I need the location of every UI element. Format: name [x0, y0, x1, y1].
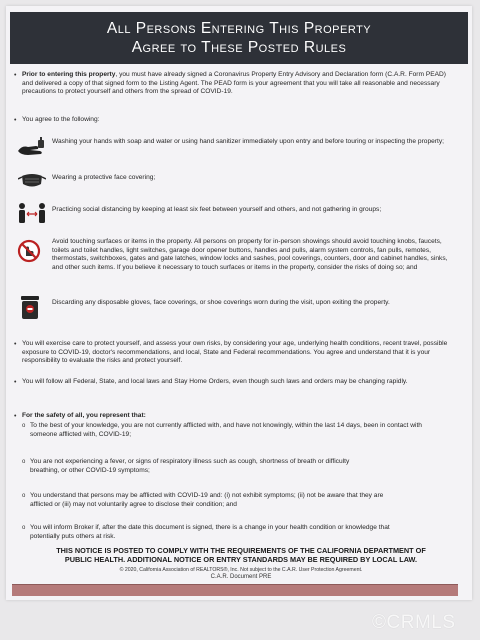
intro-bold: Prior to entering this property [22, 71, 116, 78]
trash-can-icon [19, 294, 41, 325]
notice-line2: PUBLIC HEALTH. ADDITIONAL NOTICE OR ENTRY STANDARDS MAY BE REQUIRED BY LOCAL LAW. [64, 554, 418, 564]
circle-bullet: o [22, 423, 26, 429]
bullet: • [14, 413, 17, 420]
rule-text: Washing your hands with soap and water or using hand sanitizer immediately upon entry and before touring or inspecting the property; [52, 138, 444, 145]
represent-item: You are not experiencing a fever, or signs of respiratory illness such as cough, shortness of breath or difficulty breathing, or other COVID-19 symptoms; [30, 458, 350, 474]
bullet: • [14, 341, 17, 348]
care-paragraph: You will exercise care to protect yourself, and assess your own risks, by considering your age, underlying health conditions, recent travel, possible exposure to COVID-19, doctor's recommendations, and local, State and Federal recommendations. You agree and understand that it is your responsibility to evaluate the risks and protect yourself. [22, 340, 448, 365]
intro-paragraph [22, 71, 454, 97]
agree-heading: You agree to the following: [22, 116, 100, 123]
notice-line1: THIS NOTICE IS POSTED TO COMPLY WITH THE REQUIREMENTS OF THE CALIFORNIA DEPARTMENT OF [56, 546, 426, 555]
bullet: • [14, 72, 17, 79]
represent-item: To the best of your knowledge, you are not currently afflicted with, and have not knowingly, within the last 14 days, been in contact with someone afflicted with, COVID-19; [30, 422, 422, 438]
circle-bullet: o [22, 525, 26, 531]
rule-text: Avoid touching surfaces or items in the property. All persons on property for in-person showings should avoid touching knobs, faucets, toilets and toilet handles, light switches, garage door opener buttons, handles and pulls, alarm system controls, fan pulls, remotes, thermostats, switchboxes, gates and gate latches, window locks and sashes, pool coverings, counters, door and cabinet handles, sinks, and other such items. If you believe it necessary to touch surfaces or items in the property, consider the risks of doing so; and [52, 238, 448, 271]
rule-text: Discarding any disposable gloves, face coverings, or shoe coverings worn during the visit, upon exiting the property. [52, 299, 390, 306]
rule-text: Practicing social distancing by keeping at least six feet between yourself and others, and not gathering in groups; [52, 206, 382, 213]
represent-item: You will inform Broker if, after the date this document is signed, there is a change in your health condition or knowledge that potentially puts others at risk. [30, 524, 390, 540]
laws-paragraph: You will follow all Federal, State, and local laws and Stay Home Orders, even though such laws and orders may be changing rapidly. [22, 378, 408, 385]
hand-wash-icon [16, 137, 46, 164]
safety-heading: For the safety of all, you represent that: [22, 412, 146, 419]
legal-notice [16, 547, 466, 565]
footer [16, 567, 466, 581]
bottom-color-bar [12, 584, 458, 596]
banner-title-line1: All Persons Entering This Property [106, 20, 372, 37]
watermark: ©CRMLS [372, 612, 456, 633]
social-distance-icon [16, 202, 48, 229]
represent-item: You understand that persons may be afflicted with COVID-19 and: (i) not exhibit symptoms; (ii) not be aware that they are afflicted or (iii) may not voluntarily agree to disclose their condition; and [30, 492, 384, 508]
document-sheet [6, 6, 472, 600]
no-touch-icon [17, 239, 41, 268]
circle-bullet: o [22, 459, 26, 465]
bullet: • [14, 117, 17, 124]
bullet: • [14, 379, 17, 386]
circle-bullet: o [22, 493, 26, 499]
document-code: C.A.R. Document PRE [210, 574, 272, 580]
rule-text: Wearing a protective face covering; [52, 174, 156, 181]
face-mask-icon [18, 170, 46, 195]
intro-text: , you must have already signed a Coronavirus Property Entry Advisory and Declaration form (C.A.R. Form PEAD) and delivered a copy of that signed form to the Listing Agent. The PEAD form is your agreement that you will take all reasonable and necessary precautions to protect yourself and others from the spread of COVID-19. [22, 71, 446, 96]
title-banner [10, 12, 468, 64]
copyright-text: © 2020, California Association of REALTORS®, Inc. Not subject to the C.A.R. User Protection Agreement. [119, 567, 363, 573]
banner-title-line2: Agree to These Posted Rules [131, 39, 347, 56]
